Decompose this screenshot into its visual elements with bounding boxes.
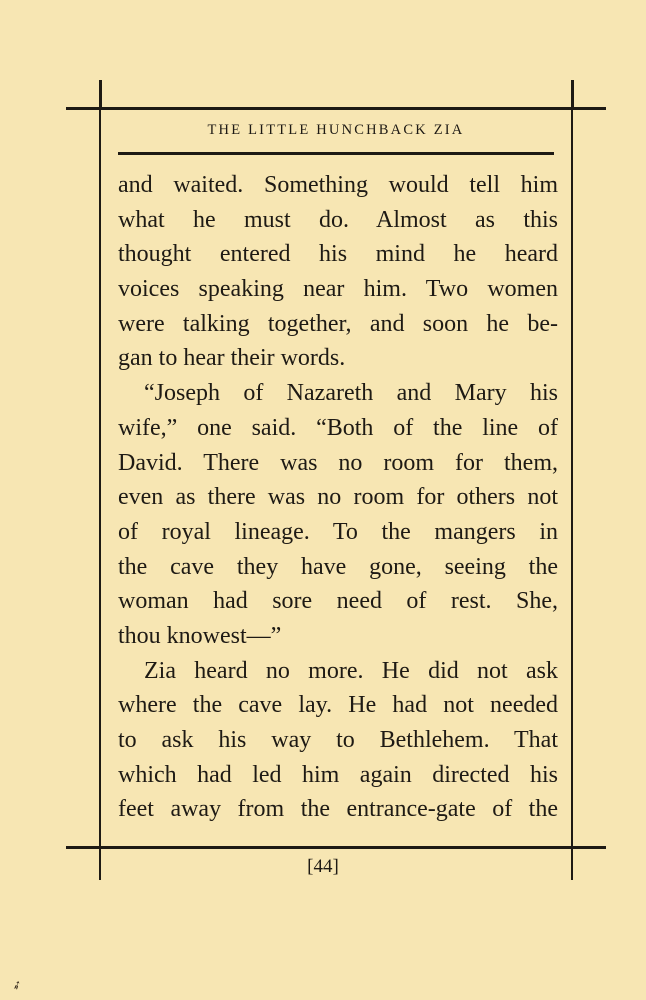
text-line: to ask his way to Bethlehem. That [118,727,558,753]
header-rule [118,152,554,155]
frame-bottom-rule [66,846,606,849]
text-line: thought entered his mind he heard [118,241,558,268]
text-line: Zia heard no more. He did not ask [144,657,558,684]
text-line: woman had sore need of rest. She, [118,588,558,615]
page-mark-icon: ➶ [9,976,25,994]
text-line: and waited. Something would tell him [118,172,558,198]
text-line: gan to hear their words. [118,345,346,372]
text-line: what he must do. Almost as this [118,206,558,233]
text-line: the cave they have gone, seeing the [118,553,558,580]
text-line: thou knowest—” [118,622,282,649]
text-line: which had led him again directed his [118,761,558,788]
frame-left-tick [99,80,102,108]
text-line: of royal lineage. To the mangers in [118,518,558,545]
text-line: were talking together, and soon he be- [118,310,558,337]
frame-right-rule [571,108,573,880]
page-text [118,168,558,827]
frame-top-rule [66,107,606,110]
text-line: wife,” one said. “Both of the line of [118,414,558,441]
running-title: THE LITTLE HUNCHBACK ZIA [207,122,465,138]
text-line: David. There was no room for them, [118,449,558,476]
frame-left-rule [99,108,101,880]
text-line: where the cave lay. He had not needed [118,692,558,719]
text-line: “Joseph of Nazareth and Mary his [144,380,558,407]
text-line: voices speaking near him. Two women [118,276,558,303]
text-line: feet away from the entrance-gate of the [118,796,558,823]
page-number: [44] [307,856,339,877]
frame-right-tick [571,80,574,108]
text-line: even as there was no room for others not [118,484,558,511]
